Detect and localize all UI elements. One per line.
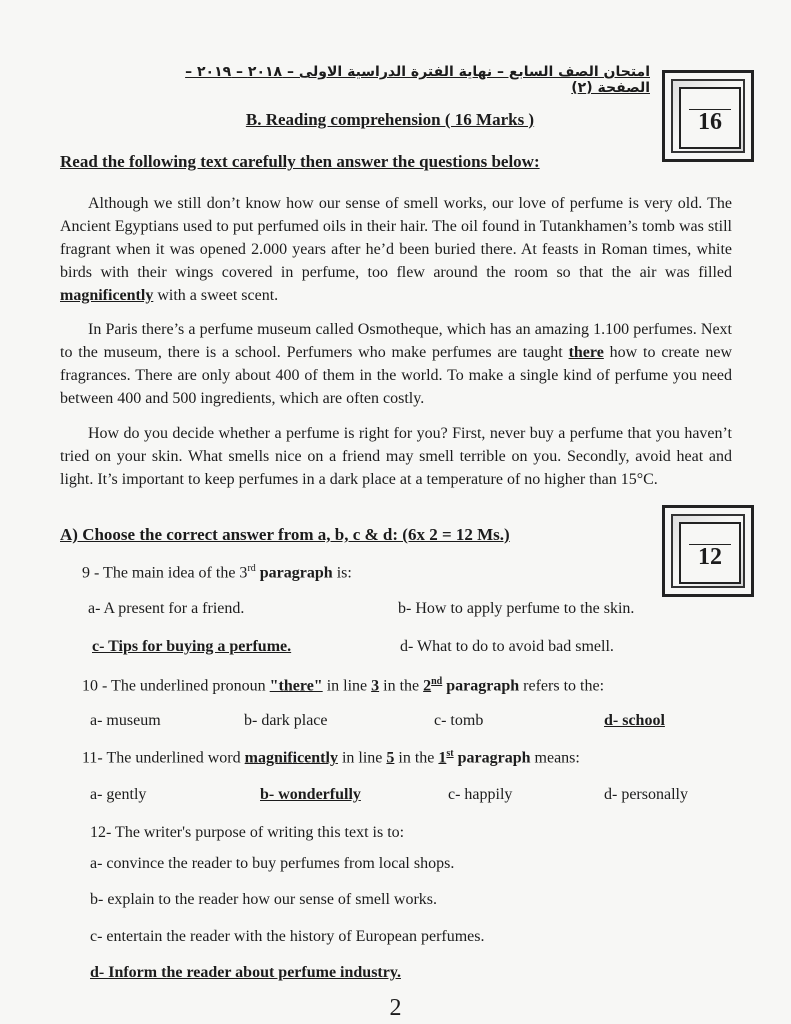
q9-option-b: b- How to apply perfume to the skin. xyxy=(398,600,635,617)
section-score-value: 16 xyxy=(698,109,722,135)
q11-stem-mid2: in the xyxy=(394,749,439,767)
question-9-stem xyxy=(82,563,352,582)
part-a-score-box xyxy=(662,505,754,597)
q10-ordinal: 2 xyxy=(423,677,432,695)
q9-stem-paragraph: paragraph xyxy=(255,564,333,582)
q12-option-d-answer: d- Inform the reader about perfume industry. xyxy=(90,964,401,981)
section-title: B. Reading comprehension ( 16 Marks ) xyxy=(245,110,535,129)
q10-option-a: a- museum xyxy=(90,712,161,729)
q9-ordinal-suffix: rd xyxy=(247,563,256,574)
q10-option-c: c- tomb xyxy=(434,712,484,729)
q11-line-number: 5 xyxy=(386,749,395,767)
paragraph-2-text-a: In Paris there’s a perfume museum called Osmotheque, which has an amazing 1.100 perfumes. Next to the museum, there is a school. Perfumers who make perfumes are taught xyxy=(60,321,732,361)
q11-option-a: a- gently xyxy=(90,786,147,803)
q12-option-a: a- convince the reader to buy perfumes from local shops. xyxy=(90,855,455,872)
q11-ordinal-suffix: st xyxy=(446,748,454,759)
q11-stem-mid: in line xyxy=(337,749,387,767)
underlined-word-magnificently: magnificently xyxy=(60,287,154,304)
q9-option-c-answer: c- Tips for buying a perfume. xyxy=(92,638,292,655)
paragraph-3-text: How do you decide whether a perfume is right for you? First, never buy a perfume that you haven’t tried on your skin. What smells nice on a friend may smell terrible on you. Secondly, avoid heat and light. It’s important to keep perfumes in a dark place at a temperature of no higher than 15°C. xyxy=(60,425,732,488)
q9-option-a: a- A present for a friend. xyxy=(88,600,245,617)
q9-option-d: d- What to do to avoid bad smell. xyxy=(400,638,614,655)
arabic-exam-header: امتحان الصف السابع – نهاية الفترة الدراسية الاولى – ٢٠١٨ – ٢٠١٩ – الصفحة (٢) xyxy=(185,64,650,96)
q9-stem-tail: is: xyxy=(332,564,352,582)
paragraph-3 xyxy=(60,422,732,491)
q11-option-d: d- personally xyxy=(604,786,688,803)
q10-stem-paragraph: paragraph xyxy=(442,677,520,695)
q11-stem-pre: 11- The underlined word xyxy=(82,749,245,767)
q10-line-number: 3 xyxy=(371,677,380,695)
q10-ordinal-suffix: nd xyxy=(431,676,443,687)
q10-word-there: "there" xyxy=(269,677,323,695)
q10-option-b: b- dark place xyxy=(244,712,328,729)
question-10-stem xyxy=(82,676,604,695)
q11-word-magnificently: magnificently xyxy=(244,749,338,767)
question-11-stem xyxy=(82,748,580,767)
q10-stem-pre: 10 - The underlined pronoun xyxy=(82,677,270,695)
q11-option-b-answer: b- wonderfully xyxy=(260,786,361,803)
instructions: Read the following text carefully then answer the questions below: xyxy=(60,152,540,171)
q10-stem-tail: refers to the: xyxy=(519,677,605,695)
q12-option-b: b- explain to the reader how our sense of smell works. xyxy=(90,891,438,908)
q12-option-c: c- entertain the reader with the history of European perfumes. xyxy=(90,928,485,945)
q10-stem-mid: in line xyxy=(322,677,372,695)
q10-stem-mid2: in the xyxy=(379,677,424,695)
q10-option-d-answer: d- school xyxy=(604,712,665,729)
part-a-score-value: 12 xyxy=(698,544,722,570)
section-score-box xyxy=(662,70,754,162)
q11-stem-tail: means: xyxy=(530,749,580,767)
paragraph-1 xyxy=(60,192,732,307)
part-a-heading: A) Choose the correct answer from a, b, c & d: (6x 2 = 12 Ms.) xyxy=(60,525,510,544)
paragraph-2-text-b: how to create new fragrances. There are only about 400 of them in the world. To make a single kind of perfume you need between 400 and 500 ingredients, which are often costly. xyxy=(60,344,732,407)
paragraph-1-text-b: with a sweet scent. xyxy=(153,287,279,304)
question-12-stem: 12- The writer's purpose of writing this text is to: xyxy=(90,824,405,841)
q11-option-c: c- happily xyxy=(448,786,513,803)
q9-stem-pre: 9 - The main idea of the 3 xyxy=(82,564,248,582)
page-number: 2 xyxy=(389,995,402,1021)
paragraph-2 xyxy=(60,318,732,410)
q11-stem-paragraph: paragraph xyxy=(453,749,531,767)
paragraph-1-text-a: Although we still don’t know how our sense of smell works, our love of perfume is very old. The Ancient Egyptians used to put perfumed oils in their hair. The oil found in Tutankhamen’s tomb was still fragrant when it was opened 2.000 years after he’d been buried there. At feasts in Roman times, white birds with their wings covered in perfume, too flew around the room so that the air was filled xyxy=(60,195,732,281)
q11-ordinal: 1 xyxy=(438,749,447,767)
underlined-word-there: there xyxy=(568,344,604,361)
